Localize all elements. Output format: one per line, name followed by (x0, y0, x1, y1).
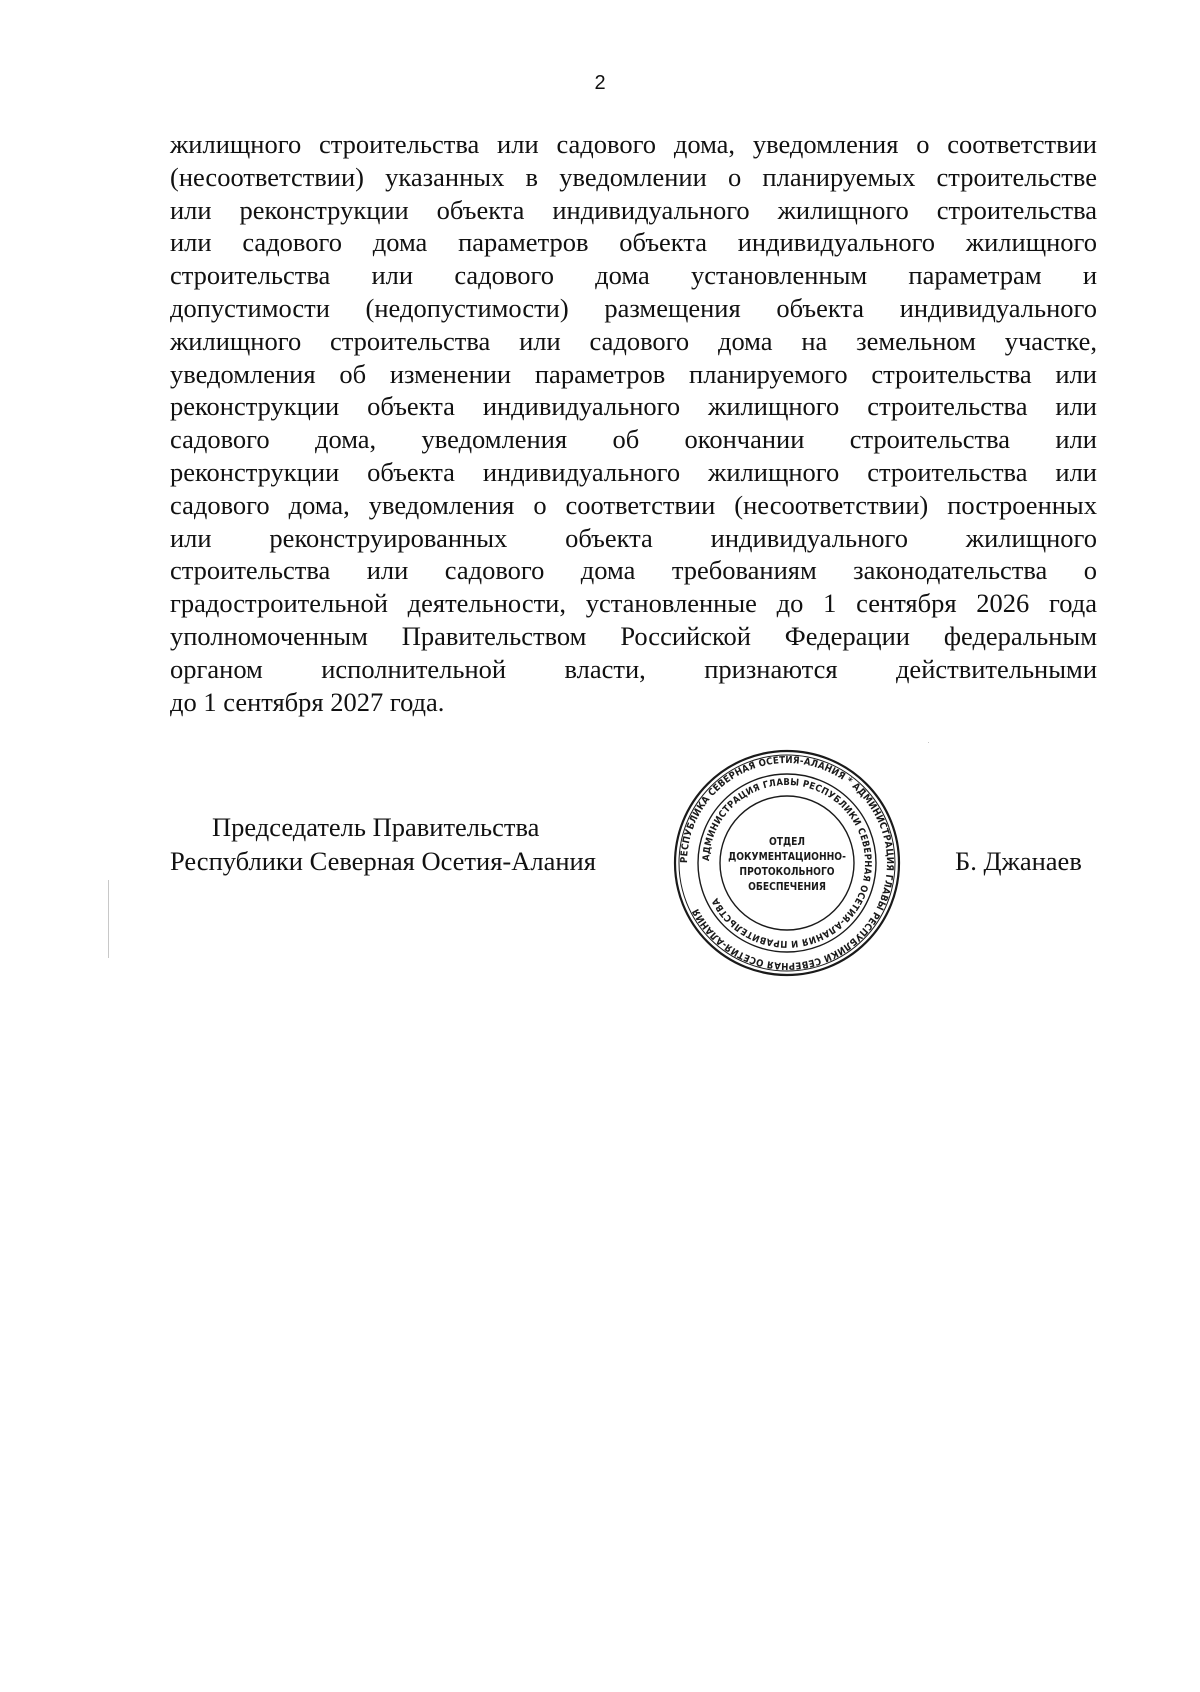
body-line-last: до 1 сентября 2027 года. (170, 686, 445, 717)
official-round-seal-icon (672, 748, 902, 978)
body-line: строительства или садового дома требованиям законодательства о (170, 555, 1097, 586)
body-line: реконструкции объекта индивидуального жилищного строительства или (170, 456, 1097, 487)
signatory-title-line-1: Председатель Правительства (212, 812, 540, 842)
body-line: или реконструкции объекта индивидуального жилищного строительства (170, 194, 1097, 225)
body-line: садового дома, уведомления об окончании строительства или (170, 424, 1097, 455)
page-number: 2 (594, 72, 606, 94)
signatory-name: Б. Джанаев (955, 846, 1082, 876)
body-line: (несоответствии) указанных в уведомлении о планируемых строительстве (170, 161, 1097, 192)
scan-artifact-line (108, 880, 109, 958)
stamp-center-line-2: ДОКУМЕНТАЦИОННО- (728, 852, 846, 863)
body-line: или реконструированных объекта индивидуального жилищного (170, 522, 1097, 553)
signatory-title (170, 810, 596, 878)
body-line: жилищного строительства или садового дома на земельном участке, (170, 325, 1097, 356)
body-line: реконструкции объекта индивидуального жилищного строительства или (170, 391, 1097, 422)
stamp-center-line-1: ОТДЕЛ (768, 837, 806, 848)
stamp-outer-ring-text: РЕСПУБЛИКА СЕВЕРНАЯ ОСЕТИЯ-АЛАНИЯ * АДМИНИСТРАЦИЯ ГЛАВЫ РЕСПУБЛИКИ СЕВЕРНАЯ ОСЕТИЯ-АЛАНИЯ (678, 754, 896, 972)
stamp-center-line-3: ПРОТОКОЛЬНОГО (739, 867, 835, 878)
body-line: градостроительной деятельности, установленные до 1 сентября 2026 года (170, 588, 1097, 619)
body-line: строительства или садового дома установленным параметрам и (170, 260, 1097, 291)
body-line: жилищного строительства или садового дома, уведомления о соответствии (170, 129, 1097, 159)
stamp-center-line-4: ОБЕСПЕЧЕНИЯ (748, 882, 826, 893)
signatory-title-line-2: Республики Северная Осетия-Алания (170, 846, 596, 876)
body-line: допустимости (недопустимости) размещения объекта индивидуального (170, 292, 1097, 323)
body-line: уведомления об изменении параметров планируемого строительства или (170, 358, 1097, 389)
body-line: или садового дома параметров объекта индивидуального жилищного (170, 227, 1097, 258)
stamp-inner-ring-text: АДМИНИСТРАЦИЯ ГЛАВЫ РЕСПУБЛИКИ СЕВЕРНАЯ ОСЕТИЯ-АЛАНИЯ И ПРАВИТЕЛЬСТВА (700, 776, 874, 950)
svg-text:АДМИНИСТРАЦИЯ ГЛАВЫ РЕСПУБЛИКИ (701, 777, 873, 949)
body-paragraph (170, 128, 1097, 718)
scan-artifact-dot (928, 742, 929, 743)
body-line: органом исполнительной власти, признаются действительными (170, 653, 1097, 684)
body-line: уполномоченным Правительством Российской Федерации федеральным (170, 620, 1097, 651)
body-line: садового дома, уведомления о соответствии (несоответствии) построенных (170, 489, 1097, 520)
